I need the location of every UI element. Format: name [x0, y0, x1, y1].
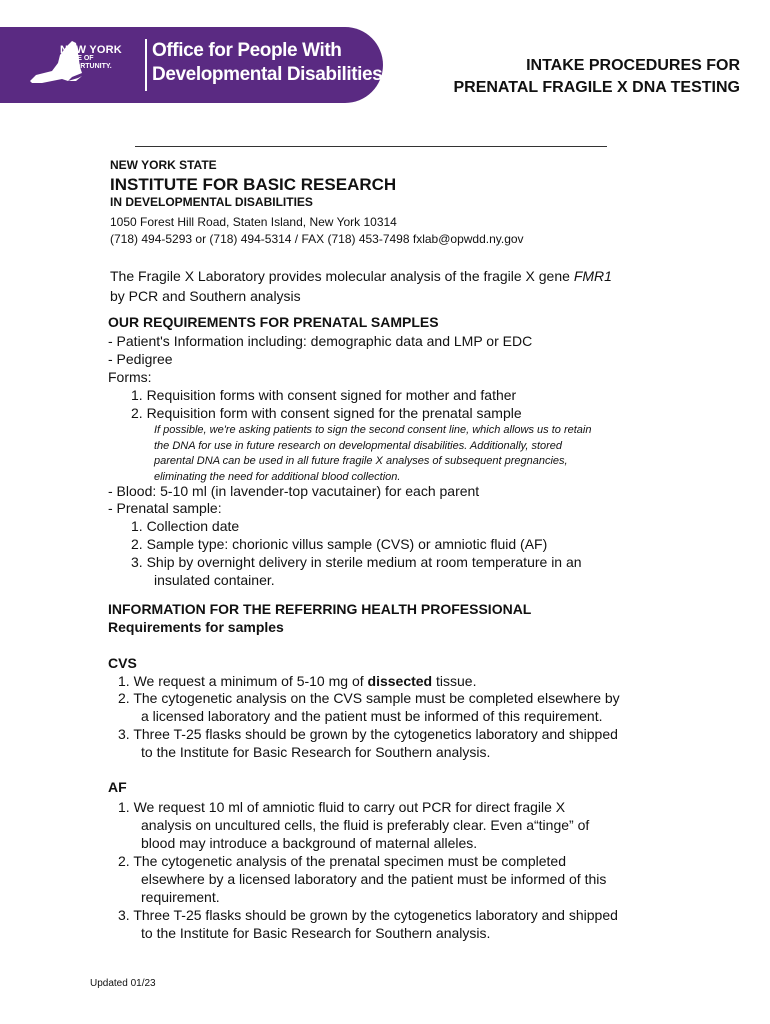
- consent-note: [154, 423, 591, 485]
- ny-line3: OPPORTUNITY.: [60, 63, 112, 70]
- prenatal-item: 2. Sample type: chorionic villus sample (CVS) or amniotic fluid (AF): [131, 536, 548, 552]
- ny-line2: STATE OF: [60, 55, 94, 62]
- note-line: parental DNA can be used in all future fragile X analyses of subsequent pregnancies,: [154, 455, 568, 467]
- requirement-pedigree: - Pedigree: [108, 351, 173, 367]
- cvs-item-2: 2. The cytogenetic analysis on the CVS sample must be completed elsewhere by: [118, 690, 620, 706]
- requirements-heading: OUR REQUIREMENTS FOR PRENATAL SAMPLES: [108, 314, 439, 330]
- requirement-patient-info: - Patient's Information including: demographic data and LMP or EDC: [108, 333, 533, 349]
- title-line1: INTAKE PROCEDURES FOR: [526, 57, 740, 74]
- cvs-item-3-cont: to the Institute for Basic Research for Southern analysis.: [141, 744, 491, 760]
- cvs-1-bold: dissected: [367, 673, 433, 689]
- institute-state: NEW YORK STATE: [110, 158, 217, 172]
- prenatal-item: 3. Ship by overnight delivery in sterile medium at room temperature in an: [131, 554, 582, 570]
- af-label: AF: [108, 779, 127, 795]
- requirement-blood: - Blood: 5-10 ml (in lavender-top vacutainer) for each parent: [108, 483, 480, 499]
- title-line2: PRENATAL FRAGILE X DNA TESTING: [453, 79, 740, 96]
- af-item-1: 1. We request 10 ml of amniotic fluid to carry out PCR for direct fragile X: [118, 799, 566, 815]
- af-item-2: 2. The cytogenetic analysis of the prenatal specimen must be completed: [118, 853, 566, 869]
- cvs-label: CVS: [108, 655, 137, 671]
- cvs-item-1: [118, 673, 476, 690]
- af-item-2-cont: requirement.: [141, 889, 220, 905]
- cvs-item-3: 3. Three T-25 flasks should be grown by the cytogenetics laboratory and shipped: [118, 726, 618, 742]
- af-item-2-cont: elsewhere by a licensed laboratory and the patient must be informed of this: [141, 871, 607, 887]
- agency-line2: Developmental Disabilities: [152, 64, 383, 85]
- note-line: eliminating the need for additional blood collection.: [154, 470, 401, 483]
- professional-subheading: Requirements for samples: [108, 619, 284, 635]
- intro-line1: [110, 268, 612, 284]
- note-line: the DNA for use in future research on developmental disabilities. Additionally, stored: [154, 439, 563, 452]
- intro-text: The Fragile X Laboratory provides molecular analysis of the fragile X gene: [110, 268, 574, 284]
- logo-divider: [145, 39, 147, 91]
- cvs-1-end: tissue.: [432, 673, 477, 689]
- prenatal-item: 1. Collection date: [131, 518, 240, 534]
- cvs-item-2-cont: a licensed laboratory and the patient must be informed of this requirement.: [141, 708, 603, 724]
- cvs-1-text: 1. We request a minimum of 5-10 mg of: [118, 673, 368, 689]
- professional-heading: INFORMATION FOR THE REFERRING HEALTH PROFESSIONAL: [108, 601, 532, 617]
- ny-state-wordmark: [60, 45, 122, 71]
- institute-sub: IN DEVELOPMENTAL DISABILITIES: [110, 195, 313, 209]
- institute-address: 1050 Forest Hill Road, Staten Island, New York 10314: [110, 215, 397, 229]
- intro-line2: by PCR and Southern analysis: [110, 288, 301, 304]
- header-rule: [135, 146, 607, 147]
- agency-line1: Office for People With: [152, 40, 342, 61]
- form-item: 2. Requisition form with consent signed for the prenatal sample: [131, 405, 522, 421]
- note-line: If possible, we're asking patients to sign the second consent line, which allows us to retain: [154, 424, 592, 436]
- institute-contact: (718) 494-5293 or (718) 494-5314 / FAX (718) 453-7498 fxlab@opwdd.ny.gov: [110, 232, 524, 246]
- af-item-1-cont: analysis on uncultured cells, the fluid is preferably clear. Even a“tinge” of: [141, 817, 590, 833]
- af-item-3: 3. Three T-25 flasks should be grown by the cytogenetics laboratory and shipped: [118, 907, 618, 923]
- opwdd-logo-banner: [0, 27, 383, 103]
- ny-line1: NEW YORK: [60, 44, 122, 56]
- institute-name: INSTITUTE FOR BASIC RESEARCH: [110, 175, 397, 194]
- af-item-3-cont: to the Institute for Basic Research for Southern analysis.: [141, 925, 491, 941]
- form-item: 1. Requisition forms with consent signed for mother and father: [131, 387, 517, 403]
- intro-gene: FMR1: [573, 268, 612, 284]
- agency-name: [152, 39, 382, 87]
- updated-date: Updated 01/23: [90, 978, 156, 989]
- document-title: [453, 55, 740, 99]
- forms-label: Forms:: [108, 369, 152, 385]
- prenatal-label: - Prenatal sample:: [108, 500, 222, 516]
- af-item-1-cont: blood may introduce a background of maternal alleles.: [141, 835, 478, 851]
- prenatal-item-cont: insulated container.: [154, 572, 275, 588]
